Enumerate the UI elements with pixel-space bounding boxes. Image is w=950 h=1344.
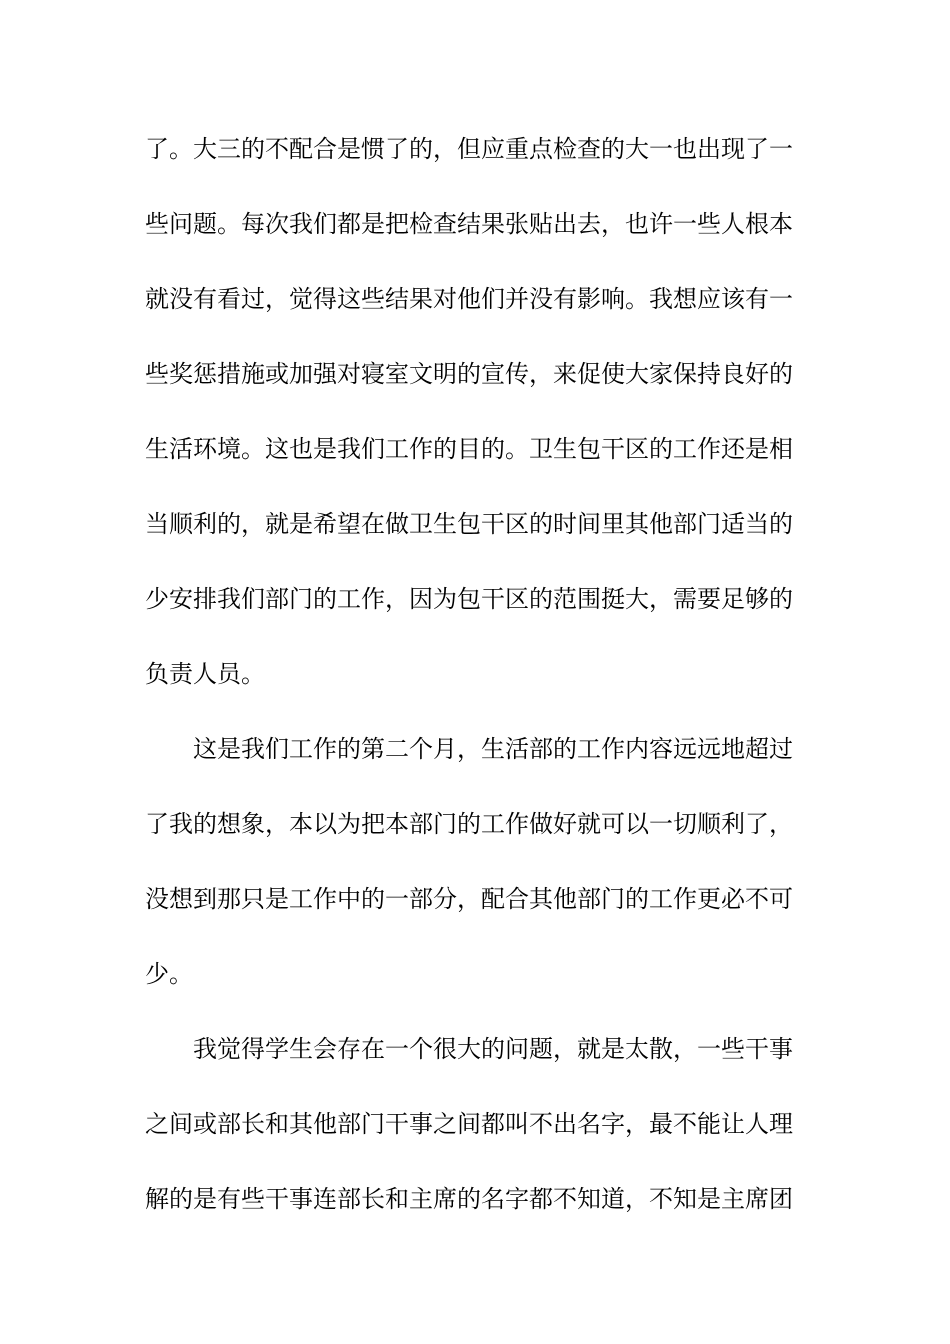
- text-line: 些问题。每次我们都是把检查结果张贴出去，也许一些人根本: [145, 210, 793, 238]
- text-line: 之间或部长和其他部门干事之间都叫不出名字，最不能让人理: [145, 1110, 793, 1138]
- text-line: 当顺利的，就是希望在做卫生包干区的时间里其他部门适当的: [145, 510, 793, 538]
- text-line: 少。: [145, 960, 193, 988]
- text-line: 负责人员。: [145, 660, 265, 688]
- paragraph-first-line: 我觉得学生会存在一个很大的问题，就是太散，一些干事: [193, 1035, 793, 1063]
- text-line: 就没有看过，觉得这些结果对他们并没有影响。我想应该有一: [145, 285, 793, 313]
- text-line: 少安排我们部门的工作，因为包干区的范围挺大，需要足够的: [145, 585, 793, 613]
- text-line: 生活环境。这也是我们工作的目的。卫生包干区的工作还是相: [145, 435, 793, 463]
- text-line: 了我的想象，本以为把本部门的工作做好就可以一切顺利了，: [145, 810, 793, 838]
- text-line: 解的是有些干事连部长和主席的名字都不知道，不知是主席团: [145, 1185, 793, 1213]
- paragraph-first-line: 这是我们工作的第二个月，生活部的工作内容远远地超过: [193, 735, 793, 763]
- text-line: 了。大三的不配合是惯了的，但应重点检查的大一也出现了一: [145, 135, 793, 163]
- text-line: 没想到那只是工作中的一部分，配合其他部门的工作更必不可: [145, 885, 793, 913]
- text-line: 些奖惩措施或加强对寝室文明的宣传，来促使大家保持良好的: [145, 360, 793, 388]
